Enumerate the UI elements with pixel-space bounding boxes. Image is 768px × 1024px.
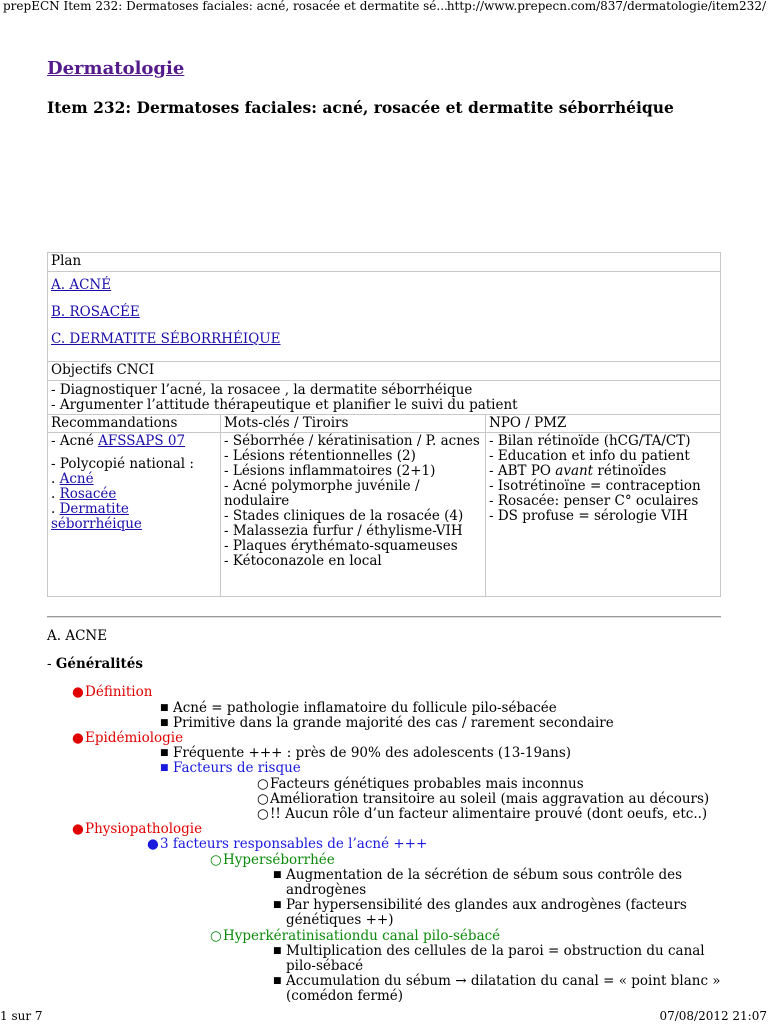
facteurs-risque-item: ■ Facteurs de risque: [160, 760, 301, 777]
npo-item: - Bilan rétinoïde (hCG/TA/CT): [489, 433, 691, 449]
epidemiologie-sub: ■ Fréquente +++ : près de 90% des adolescents (13-19ans): [160, 745, 572, 762]
npo-header: NPO / PMZ: [486, 415, 721, 433]
hyperseborrhee-sub: ■ Augmentation de la sécrétion de sébum sous contrôle des androgènes: [273, 866, 683, 899]
motscle-item: - Malassezia furfur / éthylisme-VIH: [224, 523, 463, 539]
hyperkeratinisation-sub: ■ Multiplication des cellules de la paroi = obstruction du canal pilo-sébacé: [273, 942, 705, 975]
recommandations-header: Recommandations: [48, 415, 221, 433]
objectifs-label: Objectifs CNCI: [48, 363, 720, 381]
definition-sub: ■ Primitive dans la grande majorité des cas / rarement secondaire: [160, 714, 614, 731]
recommandations-cell: - Acné AFSSAPS 07 - Polycopié national : . Acné . Rosacée . Dermatite séborrhéique: [48, 433, 221, 597]
section-heading: A. ACNE: [47, 628, 108, 644]
definition-sub: ■ Acné = pathologie inflamatoire du follicule pilo-sébacée: [160, 699, 557, 716]
npo-item: - Education et info du patient: [489, 448, 690, 464]
item-subtitle: Item 232: Dermatoses faciales: acné, rosacée et dermatite séborrhéique: [47, 98, 674, 117]
content-body: [47, 629, 737, 1005]
npo-cell: [486, 433, 721, 597]
facteur-item: ○ Amélioration transitoire au soleil (mais aggravation au décours): [257, 790, 710, 807]
polycopie-link-acne[interactable]: Acné: [59, 471, 94, 487]
generalites-heading: - Généralités: [47, 656, 143, 673]
motscle-item: - Acné polymorphe juvénile / nodulaire: [224, 478, 420, 509]
polycopie-label: - Polycopié national :: [51, 456, 194, 472]
motscle-item: - Séborrhée / kératinisation / P. acnes: [224, 433, 480, 449]
motscle-item: - Lésions rétentionnelles (2): [224, 448, 416, 464]
plan-cell: [48, 253, 721, 362]
plan-link-rosacee[interactable]: B. ROSACÉE: [51, 304, 140, 320]
plan-link-dermatite[interactable]: C. DERMATITE SÉBORRHÉIQUE: [51, 331, 281, 347]
plan-label: Plan: [48, 254, 720, 272]
motscle-item: - Plaques érythémato-squameuses: [224, 538, 458, 554]
motscles-cell: [221, 433, 486, 597]
afssaps-link[interactable]: AFSSAPS 07: [98, 433, 186, 449]
objectif-line: - Argumenter l’attitude thérapeutique et planifier le suivi du patient: [51, 397, 518, 413]
browser-header-url: http://www.prepecn.com/837/dermatologie/item232/: [446, 0, 766, 13]
npo-item-abt: - ABT PO avant rétinoïdes: [489, 463, 667, 479]
epidemiologie-item: ● Epidémiologie: [72, 730, 184, 747]
acne-prefix: - Acné: [51, 433, 99, 449]
page-counter: 1 sur 7: [0, 1009, 43, 1023]
plan-link-acne[interactable]: A. ACNÉ: [51, 277, 112, 293]
trois-facteurs-item: ● 3 facteurs responsables de l’acné +++: [147, 836, 428, 853]
hyperkeratinisation-item: ○ Hyperkératinisationdu canal pilo-sébacé: [210, 927, 501, 944]
page-title[interactable]: Dermatologie: [47, 58, 185, 79]
objectifs-cell: [48, 362, 721, 415]
facteur-item: ○ !! Aucun rôle d’un facteur alimentaire prouvé (dont oeufs, etc..): [257, 806, 708, 823]
motscle-item: - Stades cliniques de la rosacée (4): [224, 508, 464, 524]
polycopie-link-rosacee[interactable]: Rosacée: [59, 486, 117, 502]
motscle-item: - Lésions inflammatoires (2+1): [224, 463, 436, 479]
definition-item: ● Définition: [72, 684, 153, 701]
npo-item: - DS profuse = sérologie VIH: [489, 508, 688, 524]
motscle-item: - Kétoconazole en local: [224, 553, 382, 569]
facteur-item: ○ Facteurs génétiques probables mais inconnus: [257, 775, 584, 792]
hyperseborrhee-sub: ■ Par hypersensibilité des glandes aux androgènes (facteurs génétiques ++): [273, 897, 687, 929]
npo-item: - Rosacée: penser C° oculaires: [489, 493, 699, 509]
hyperseborrhee-item: ○ Hyperséborrhée: [210, 851, 335, 868]
print-timestamp: 07/08/2012 21:07: [659, 1009, 767, 1023]
summary-table: [47, 252, 721, 597]
hyperkeratinisation-sub: ■ Accumulation du sébum → dilatation du canal = « point blanc » (comédon fermé): [273, 973, 721, 1005]
physiopathologie-item: ● Physiopathologie: [72, 821, 203, 838]
npo-item: - Isotrétinoïne = contraception: [489, 478, 701, 494]
polycopie-link-dermatite[interactable]: Dermatite séborrhéique: [51, 501, 142, 532]
objectif-line: - Diagnostiquer l’acné, la rosacee , la dermatite séborrhéique: [51, 382, 473, 398]
motscles-header: Mots-clés / Tiroirs: [221, 415, 486, 433]
browser-header-title: prepECN Item 232: Dermatoses faciales: acné, rosacée et dermatite sé...: [3, 0, 448, 13]
section-divider: [47, 616, 721, 618]
